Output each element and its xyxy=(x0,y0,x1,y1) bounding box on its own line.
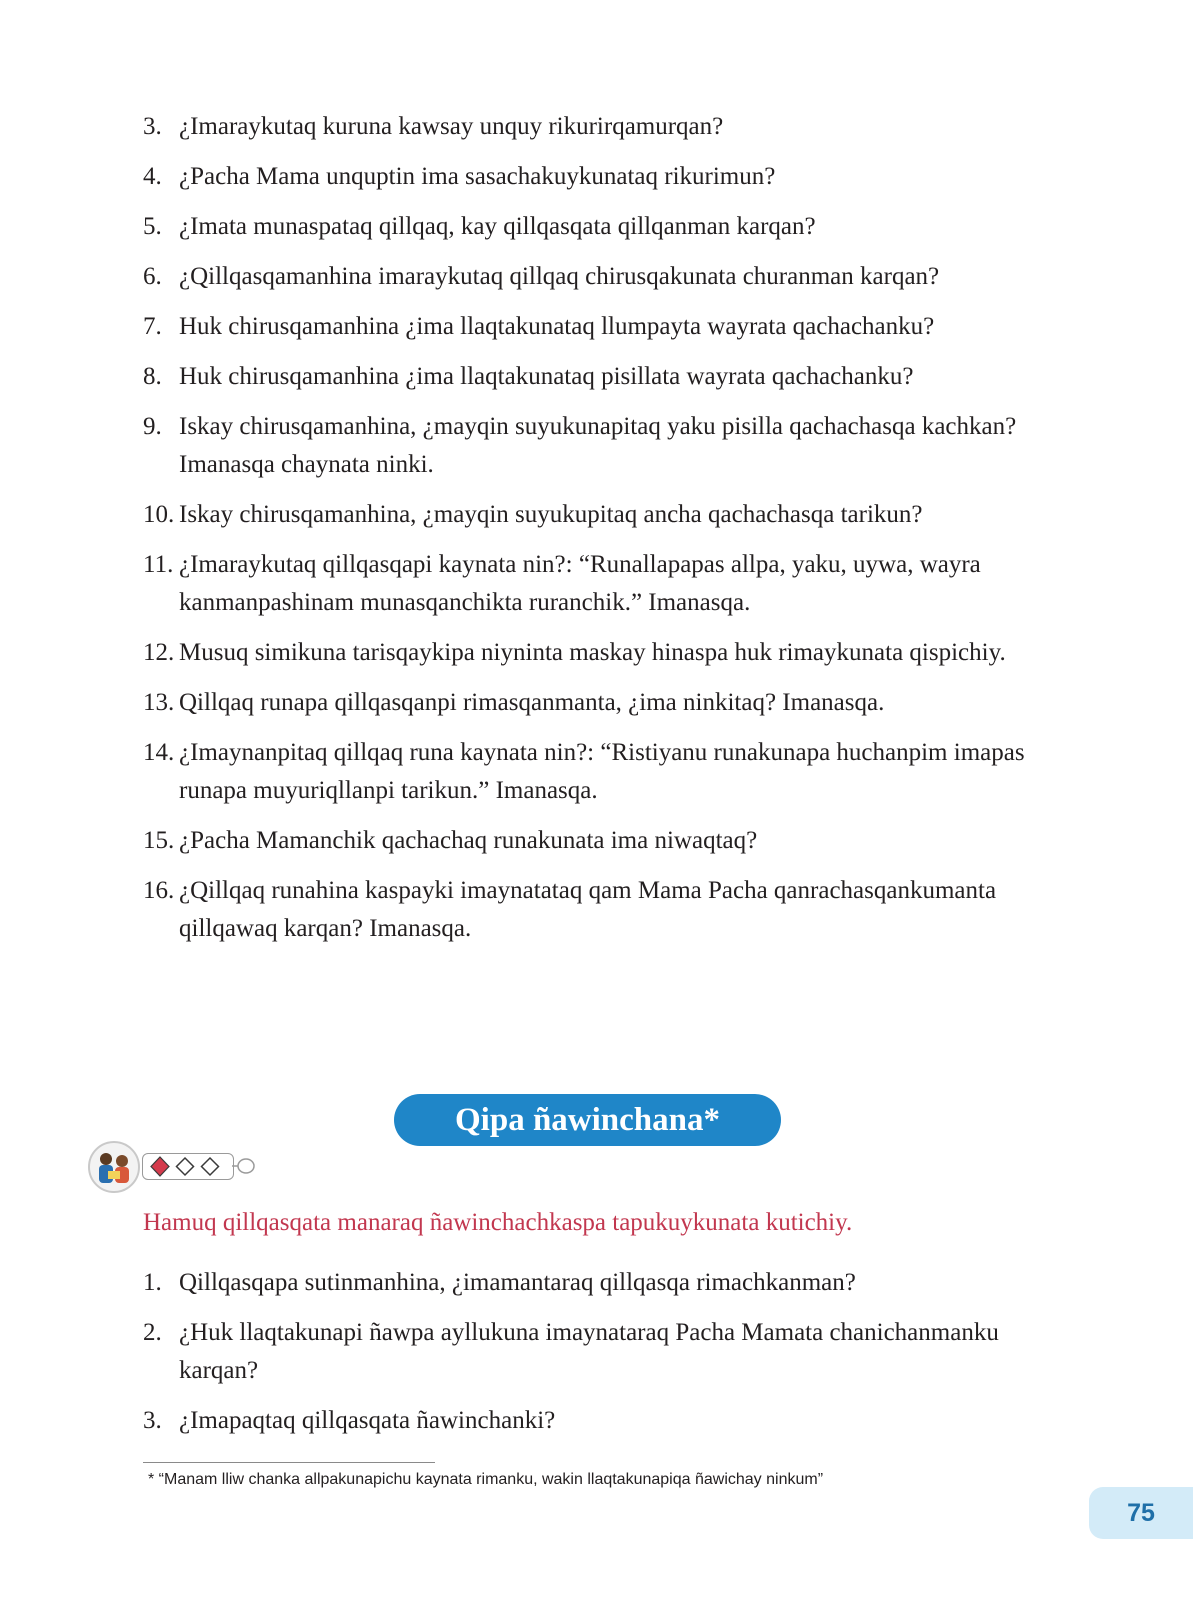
item-text: Musuq simikuna tarisqaykipa niyninta maskay hinaspa huk rimaykunata qispichiy. xyxy=(179,639,1006,666)
questions-list-top xyxy=(143,108,1073,960)
item-number: 9. xyxy=(143,413,162,440)
item-number: 12. xyxy=(143,639,175,666)
item-number: 11. xyxy=(143,551,174,578)
footnote-divider xyxy=(143,1462,435,1463)
item-text: Iskay chirusqamanhina, ¿mayqin suyukunapitaq yaku pisilla qachachasqa kachkan? Imanasqa chaynata ninki. xyxy=(179,413,1017,478)
reading-level-diamonds-icon xyxy=(142,1153,234,1180)
list-item xyxy=(143,1402,1073,1440)
item-number: 5. xyxy=(143,213,162,240)
list-item xyxy=(143,158,1073,196)
list-item xyxy=(143,408,1073,484)
list-item xyxy=(143,1314,1073,1390)
list-item xyxy=(143,308,1073,346)
item-text: Qillqasqapa sutinmanhina, ¿imamantaraq qillqasqa rimachkanman? xyxy=(179,1269,856,1296)
item-text: ¿Huk llaqtakunapi ñawpa ayllukuna imaynataraq Pacha Mamata chanichanmanku karqan? xyxy=(179,1319,999,1384)
instruction-text: Hamuq qillqasqata manaraq ñawinchachkaspa tapukuykunata kutichiy. xyxy=(143,1209,853,1236)
item-text: ¿Imaraykutaq qillqasqapi kaynata nin?: “Runallapapas allpa, yaku, uywa, wayra kanmanpashinam munasqanchikta ruranchik.” Imanasqa. xyxy=(179,551,981,616)
list-item xyxy=(143,358,1073,396)
item-number: 15. xyxy=(143,827,175,854)
list-item xyxy=(143,546,1073,622)
list-item xyxy=(143,822,1073,860)
item-text: Huk chirusqamanhina ¿ima llaqtakunataq pisillata wayrata qachachanku? xyxy=(179,363,914,390)
item-text: Qillqaq runapa qillqasqanpi rimasqanmanta, ¿ima ninkitaq? Imanasqa. xyxy=(179,689,885,716)
list-item xyxy=(143,872,1073,948)
item-text: ¿Imaraykutaq kuruna kawsay unquy rikurirqamurqan? xyxy=(179,113,724,140)
item-number: 14. xyxy=(143,739,175,766)
item-number: 7. xyxy=(143,313,162,340)
item-text: ¿Imaynanpitaq qillqaq runa kaynata nin?: “Ristiyanu runakunapa huchanpim imapas runapa muyuriqllanpi tarikun.” Imanasqa. xyxy=(179,739,1025,804)
list-item xyxy=(143,108,1073,146)
list-item xyxy=(143,1264,1073,1302)
item-number: 4. xyxy=(143,163,162,190)
item-number: 6. xyxy=(143,263,162,290)
page-number: 75 xyxy=(1089,1487,1193,1539)
list-item xyxy=(143,734,1073,810)
item-text: ¿Pacha Mamanchik qachachaq runakunata ima niwaqtaq? xyxy=(179,827,758,854)
item-number: 3. xyxy=(143,113,162,140)
item-text: Huk chirusqamanhina ¿ima llaqtakunataq llumpayta wayrata qachachanku? xyxy=(179,313,935,340)
list-item xyxy=(143,258,1073,296)
item-text: ¿Qillqaq runahina kaspayki imaynatataq qam Mama Pacha qanrachasqankumanta qillqawaq karqan? Imanasqa. xyxy=(179,877,997,942)
item-text: ¿Imata munaspataq qillqaq, kay qillqasqata qillqanman karqan? xyxy=(179,213,816,240)
item-number: 16. xyxy=(143,877,175,904)
item-number: 1. xyxy=(143,1269,162,1296)
list-item xyxy=(143,496,1073,534)
item-text: ¿Imapaqtaq qillqasqata ñawinchanki? xyxy=(179,1407,556,1434)
item-text: Iskay chirusqamanhina, ¿mayqin suyukupitaq ancha qachachasqa tarikun? xyxy=(179,501,923,528)
item-number: 8. xyxy=(143,363,162,390)
list-item xyxy=(143,684,1073,722)
list-item xyxy=(143,208,1073,246)
key-tag-icon xyxy=(232,1157,256,1175)
item-text: ¿Pacha Mama unquptin ima sasachakuykunataq rikurimun? xyxy=(179,163,776,190)
footnote: * “Manam lliw chanka allpakunapichu kaynata rimanku, wakin llaqtakunapiqa ñawichay ninkum” xyxy=(148,1471,824,1488)
item-number: 3. xyxy=(143,1407,162,1434)
item-number: 13. xyxy=(143,689,175,716)
item-number: 2. xyxy=(143,1319,162,1346)
questions-list-bottom xyxy=(143,1264,1073,1452)
two-children-reading-icon xyxy=(88,1141,140,1193)
list-item xyxy=(143,634,1073,672)
item-text: ¿Qillqasqamanhina imaraykutaq qillqaq chirusqakunata churanman karqan? xyxy=(179,263,940,290)
section-title: Qipa ñawinchana* xyxy=(394,1094,781,1146)
item-number: 10. xyxy=(143,501,175,528)
